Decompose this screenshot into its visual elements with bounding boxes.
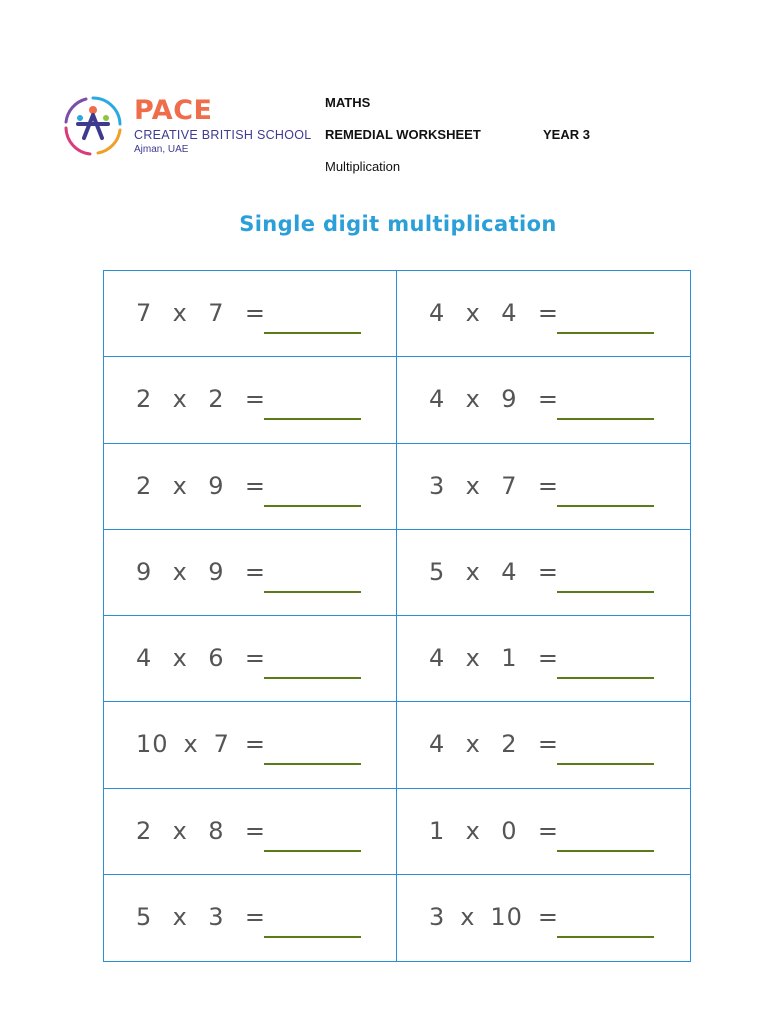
problem-op: x xyxy=(465,644,481,672)
problem-expression xyxy=(429,644,559,672)
problem-b: 1 xyxy=(501,644,518,672)
problem-a: 1 xyxy=(429,816,446,845)
problem-eq: = xyxy=(537,385,559,414)
problem-eq: = xyxy=(537,557,559,586)
problem-a: 3 xyxy=(429,902,446,931)
answer-blank[interactable] xyxy=(264,936,361,938)
problem-expression xyxy=(429,903,559,931)
problem-expression xyxy=(136,817,266,845)
problem-op: x xyxy=(172,385,188,414)
problem-eq: = xyxy=(244,644,266,672)
problem-b: 2 xyxy=(208,385,225,414)
problem-a: 3 xyxy=(429,471,446,500)
problem-expression xyxy=(429,730,559,758)
problem-eq: = xyxy=(244,385,266,414)
problem-op: x xyxy=(172,299,188,327)
problem-expression xyxy=(136,472,266,500)
problem-b: 6 xyxy=(208,644,225,672)
answer-blank[interactable] xyxy=(264,418,361,420)
problem-op: x xyxy=(183,730,199,759)
problem-op: x xyxy=(172,557,188,586)
worksheet-label: REMEDIAL WORKSHEET xyxy=(325,127,481,142)
problem-cell xyxy=(397,616,690,702)
answer-blank[interactable] xyxy=(557,763,654,765)
problem-b: 8 xyxy=(208,816,225,845)
problem-b: 9 xyxy=(501,385,518,414)
problem-expression xyxy=(429,817,559,845)
problem-a: 4 xyxy=(136,644,153,672)
problem-a: 2 xyxy=(136,816,153,845)
answer-blank[interactable] xyxy=(557,850,654,852)
subject-label: MATHS xyxy=(325,95,371,110)
problem-eq: = xyxy=(537,644,559,672)
answer-blank[interactable] xyxy=(264,677,361,679)
answer-blank[interactable] xyxy=(557,677,654,679)
problem-eq: = xyxy=(537,471,559,500)
problem-a: 7 xyxy=(136,299,153,327)
problem-eq: = xyxy=(537,902,559,931)
problem-cell xyxy=(397,357,690,443)
problem-b: 7 xyxy=(213,730,230,759)
problem-grid xyxy=(103,270,691,962)
problem-eq: = xyxy=(244,816,266,845)
problem-eq: = xyxy=(244,902,266,931)
problem-cell xyxy=(104,702,397,788)
problem-cell xyxy=(397,530,690,616)
problem-a: 2 xyxy=(136,471,153,500)
school-logo xyxy=(62,94,312,158)
problem-b: 7 xyxy=(208,299,225,327)
problem-expression xyxy=(136,299,266,327)
problem-cell xyxy=(397,271,690,357)
problem-op: x xyxy=(172,902,188,931)
problem-cell xyxy=(104,616,397,702)
problem-expression xyxy=(429,385,559,413)
problem-cell xyxy=(104,789,397,875)
answer-blank[interactable] xyxy=(557,591,654,593)
problem-expression xyxy=(136,730,266,758)
logo-school-name: CREATIVE BRITISH SCHOOL xyxy=(134,128,312,142)
answer-blank[interactable] xyxy=(264,850,361,852)
answer-blank[interactable] xyxy=(264,505,361,507)
problem-cell xyxy=(397,444,690,530)
problem-eq: = xyxy=(537,730,559,759)
worksheet-title: Single digit multiplication xyxy=(239,212,557,236)
problem-a: 4 xyxy=(429,644,446,672)
problem-expression xyxy=(136,644,266,672)
problem-op: x xyxy=(460,902,476,931)
problem-b: 9 xyxy=(208,557,225,586)
problem-a: 4 xyxy=(429,385,446,414)
problem-expression xyxy=(429,472,559,500)
problem-cell xyxy=(104,271,397,357)
topic-label: Multiplication xyxy=(325,159,401,174)
problem-expression xyxy=(429,558,559,586)
problem-expression xyxy=(136,558,266,586)
problem-op: x xyxy=(172,644,188,672)
school-logo-icon xyxy=(62,94,124,158)
answer-blank[interactable] xyxy=(557,505,654,507)
problem-a: 5 xyxy=(429,557,446,586)
problem-eq: = xyxy=(244,471,266,500)
problem-cell xyxy=(104,357,397,443)
problem-b: 4 xyxy=(501,299,518,327)
problem-op: x xyxy=(172,816,188,845)
problem-a: 5 xyxy=(136,902,153,931)
problem-eq: = xyxy=(537,299,559,327)
problem-b: 9 xyxy=(208,471,225,500)
problem-eq: = xyxy=(537,816,559,845)
problem-a: 10 xyxy=(136,730,169,759)
problem-eq: = xyxy=(244,730,266,759)
problem-op: x xyxy=(465,385,481,414)
answer-blank[interactable] xyxy=(264,763,361,765)
problem-b: 2 xyxy=(501,730,518,759)
logo-location: Ajman, UAE xyxy=(134,144,189,155)
answer-blank[interactable] xyxy=(557,418,654,420)
problem-cell xyxy=(104,444,397,530)
problem-a: 9 xyxy=(136,557,153,586)
problem-cell xyxy=(397,789,690,875)
logo-name: PACE xyxy=(134,95,213,126)
problem-expression xyxy=(136,903,266,931)
problem-cell xyxy=(104,875,397,961)
problem-op: x xyxy=(172,471,188,500)
problem-cell xyxy=(104,530,397,616)
problem-op: x xyxy=(465,471,481,500)
answer-blank[interactable] xyxy=(264,332,361,334)
problem-eq: = xyxy=(244,557,266,586)
answer-blank[interactable] xyxy=(264,591,361,593)
problem-expression xyxy=(136,385,266,413)
problem-cell xyxy=(397,875,690,961)
answer-blank[interactable] xyxy=(557,332,654,334)
problem-a: 2 xyxy=(136,385,153,414)
problem-eq: = xyxy=(244,299,266,327)
answer-blank[interactable] xyxy=(557,936,654,938)
problem-a: 4 xyxy=(429,299,446,327)
problem-a: 4 xyxy=(429,730,446,759)
problem-cell xyxy=(397,702,690,788)
problem-op: x xyxy=(465,299,481,327)
problem-op: x xyxy=(465,816,481,845)
problem-b: 10 xyxy=(490,902,523,931)
problem-op: x xyxy=(465,557,481,586)
year-label: YEAR 3 xyxy=(543,127,590,142)
problem-b: 7 xyxy=(501,471,518,500)
problem-expression xyxy=(429,299,559,327)
problem-b: 3 xyxy=(208,902,225,931)
problem-b: 4 xyxy=(501,557,518,586)
problem-op: x xyxy=(465,730,481,759)
problem-b: 0 xyxy=(501,816,518,845)
